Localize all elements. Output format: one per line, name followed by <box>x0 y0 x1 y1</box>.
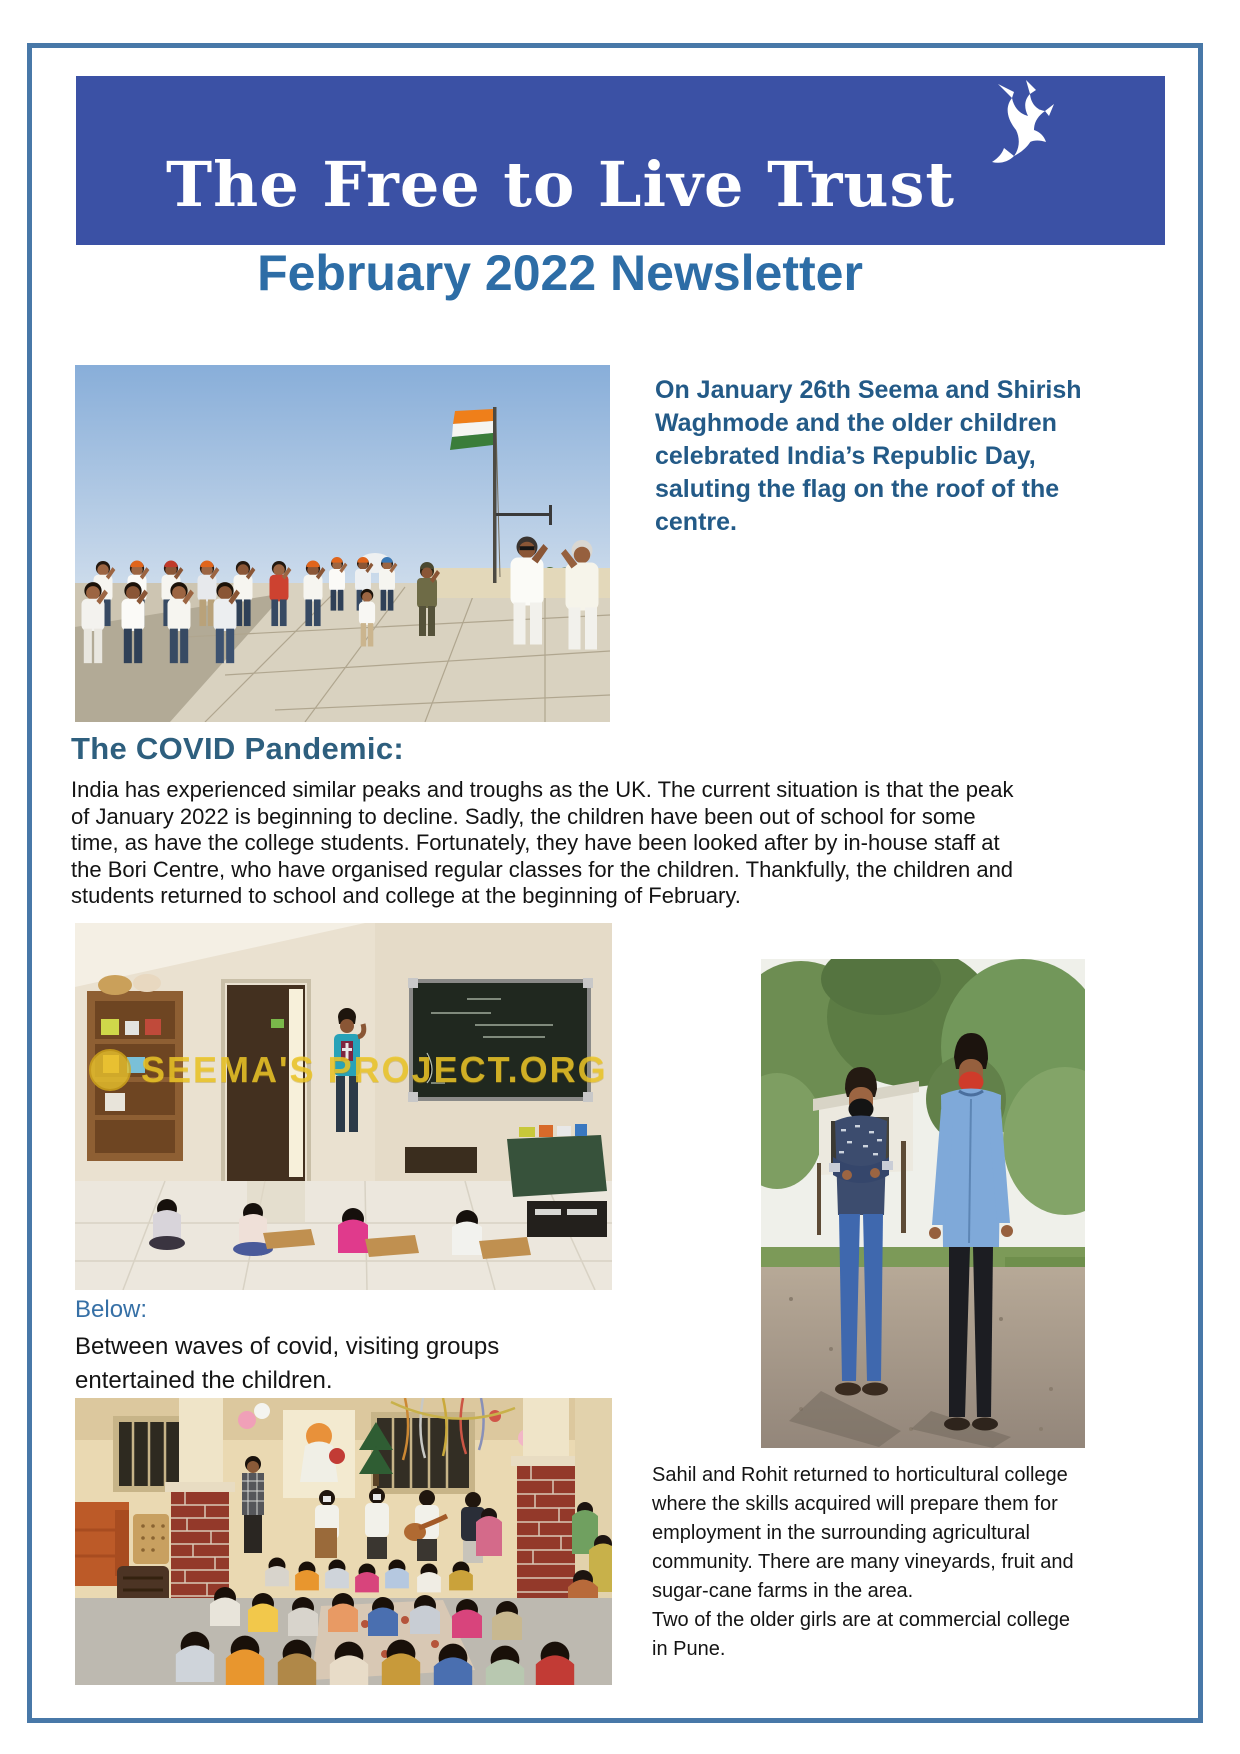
college-line: Two of the older girls are at commercial college <box>652 1609 1070 1631</box>
intro-line: On January 26th Seema and Shirish <box>655 376 1082 404</box>
body-line: time, as have the college students. Fortunately, they have been looked after by in-house staff at <box>71 830 1000 855</box>
intro-line: celebrated India’s Republic Day, <box>655 442 1036 470</box>
body-line: the Bori Centre, who have organised regular classes for the children. Thankfully, the children and <box>71 856 1014 882</box>
banner <box>76 76 1165 245</box>
cabinet <box>87 974 183 1161</box>
college-line: where the skills acquired will prepare them for <box>652 1493 1058 1515</box>
intro-line: centre. <box>655 508 737 536</box>
dove-icon <box>942 78 1054 164</box>
college-line: community. There are many vineyards, fruit and <box>652 1551 1074 1573</box>
photo-flag-salute <box>75 365 610 722</box>
caption-line: Between waves of covid, visiting groups <box>75 1333 500 1360</box>
college-line: Sahil and Rohit returned to horticultural college <box>652 1464 1068 1486</box>
college-text <box>652 1461 1122 1664</box>
indian-flag <box>450 409 493 450</box>
intro-text <box>655 374 1085 539</box>
body-line: India has experienced similar peaks and troughs as the UK. The current situation is that the peak <box>71 777 1014 802</box>
college-line: employment in the surrounding agricultural <box>652 1522 1030 1544</box>
photo-college-boys <box>761 959 1085 1448</box>
mural <box>283 1410 355 1498</box>
below-label: Below: <box>75 1296 148 1323</box>
door <box>223 981 309 1183</box>
body-line: of January 2022 is beginning to decline. Sadly, the children have been out of school for some <box>71 803 976 829</box>
caption-line: entertained the children. <box>75 1367 333 1394</box>
college-line: in Pune. <box>652 1638 726 1660</box>
college-line: sugar-cane farms in the area. <box>652 1580 914 1602</box>
trust-title: The Free to Live Trust <box>165 148 955 221</box>
photo-classroom <box>75 923 612 1290</box>
below-caption <box>75 1330 545 1398</box>
coffee-table <box>405 1147 477 1173</box>
page-title: February 2022 Newsletter <box>257 245 863 301</box>
photo-gathering <box>75 1398 612 1685</box>
covid-section-heading: The COVID Pandemic: <box>71 731 404 766</box>
intro-line: Waghmode and the older children <box>655 409 1057 437</box>
covid-section-body <box>71 777 1181 910</box>
flag-pole <box>493 407 497 583</box>
blackboard <box>408 978 593 1102</box>
intro-line: saluting the flag on the roof of the <box>655 475 1060 503</box>
body-line: students returned to school and college at the beginning of February. <box>71 883 741 908</box>
watermark-text: SEEMA'S PROJECT.ORG <box>141 1049 608 1090</box>
